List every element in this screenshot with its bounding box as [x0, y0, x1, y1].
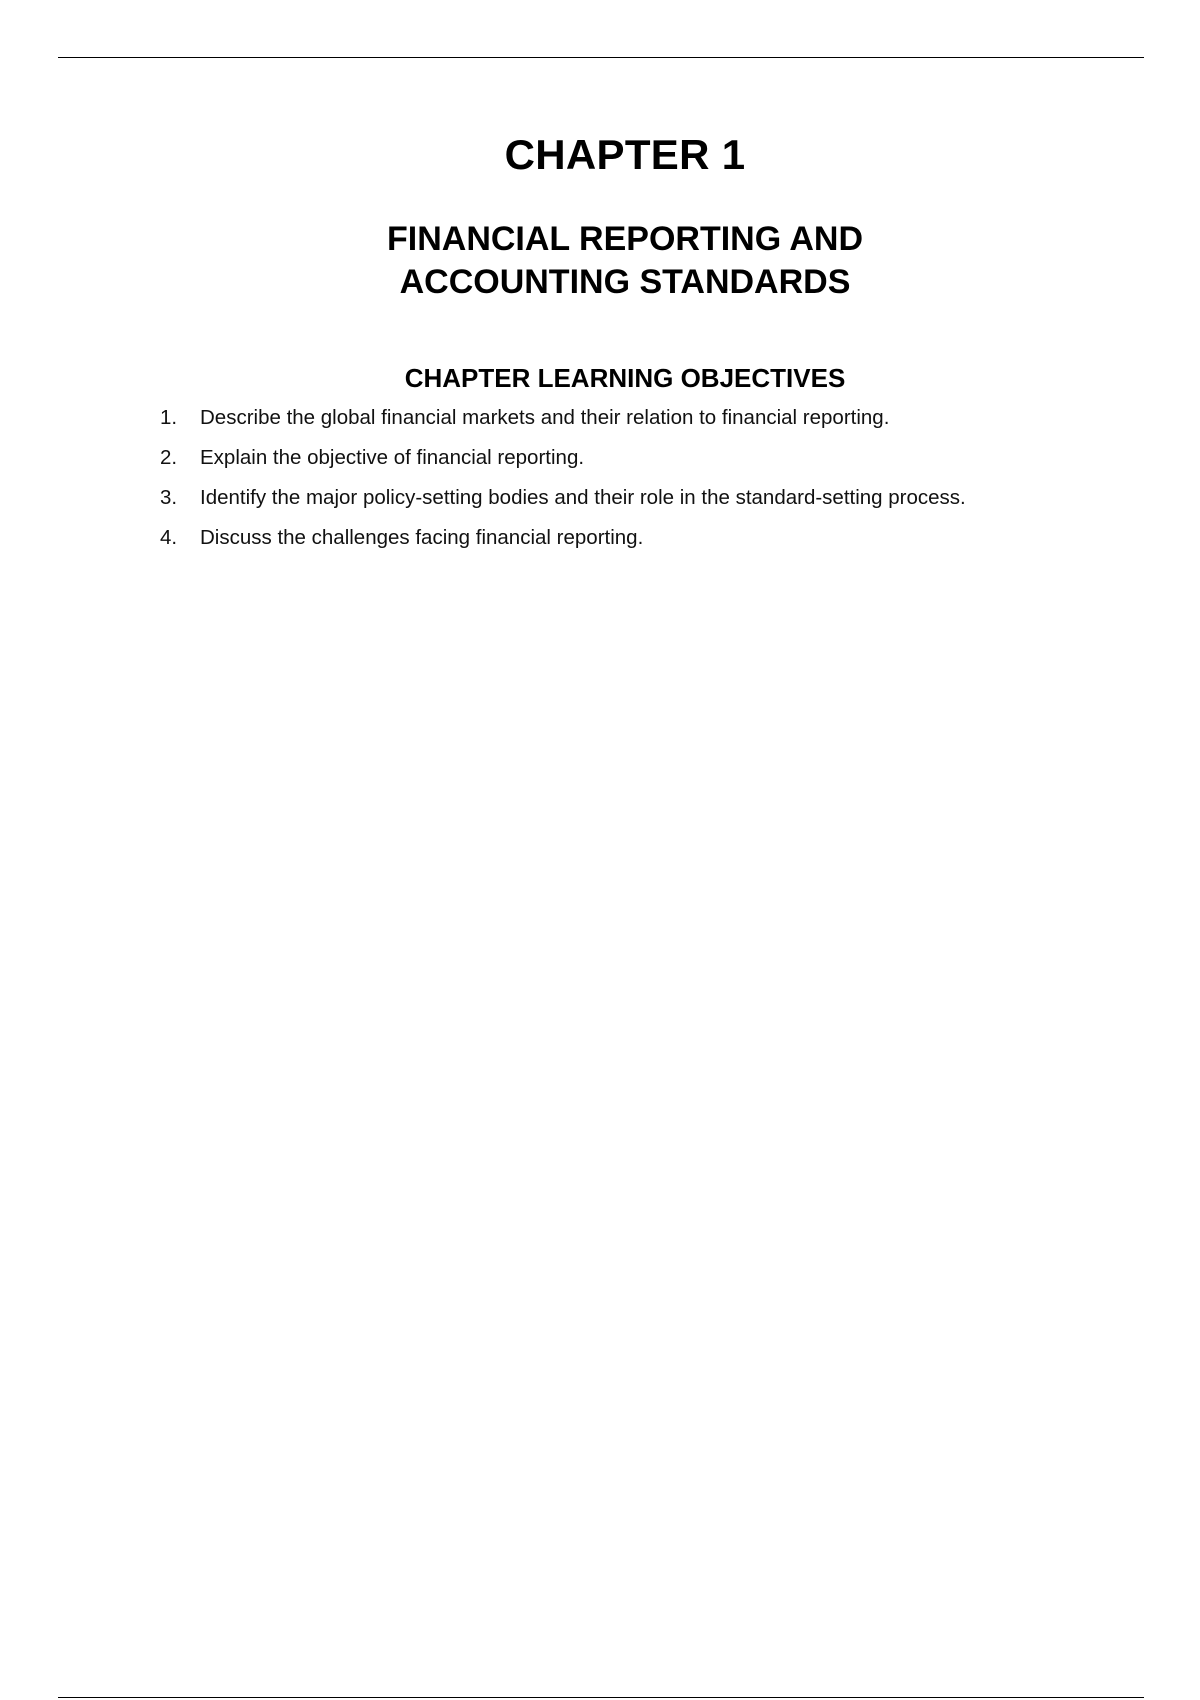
objective-item	[160, 445, 1120, 470]
chapter-title-line-1: FINANCIAL REPORTING AND	[387, 220, 863, 258]
objective-number: 2.	[160, 446, 178, 469]
objective-text: Discuss the challenges facing financial reporting.	[200, 526, 644, 549]
objective-number: 3.	[160, 486, 178, 509]
objective-number: 1.	[160, 406, 178, 429]
objective-item	[160, 485, 1120, 510]
chapter-number: CHAPTER 1	[504, 131, 746, 178]
objectives-list	[160, 405, 1120, 565]
chapter-title	[0, 218, 1200, 304]
objective-number: 4.	[160, 526, 178, 549]
objective-text: Describe the global financial markets and their relation to financial reporting.	[200, 406, 890, 429]
objective-text: Identify the major policy-setting bodies and their role in the standard-setting process.	[200, 486, 966, 509]
chapter-title-line-2: ACCOUNTING STANDARDS	[399, 263, 851, 301]
objective-item	[160, 525, 1120, 550]
top-rule	[58, 57, 1144, 58]
objective-item	[160, 405, 1120, 430]
bottom-rule	[58, 1697, 1144, 1698]
objectives-heading: CHAPTER LEARNING OBJECTIVES	[404, 363, 846, 393]
objective-text: Explain the objective of financial reporting.	[200, 446, 585, 469]
